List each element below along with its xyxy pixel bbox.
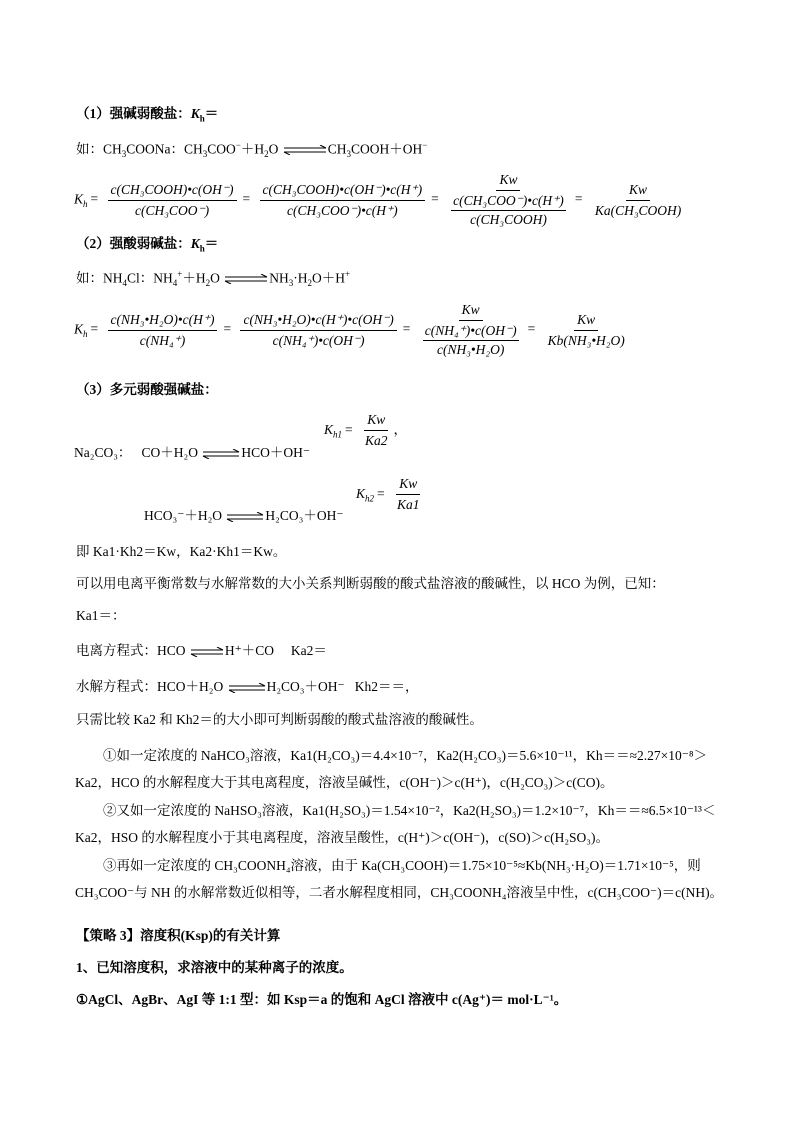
kh1-formula: $K_{h1}$ = $\frac{Kw}{Ka2}$ ，	[324, 412, 408, 449]
paragraph-nahco3: ①如一定浓度的 NaHCO₃溶液，Ka1(H₂CO₃)＝4.4×10⁻⁷，Ka2(H₂CO₃)＝5.6×10⁻¹¹，Kh＝＝≈2.27×10⁻⁸＞Ka2，HCO 的水解程度大于其电离程度，溶液呈碱性，c(OH⁻)＞c(H⁺)，c(H₂CO₃)＞c(CO)。	[75, 748, 708, 790]
na2co3-equation: Na₂CO₃： CO＋H₂O HCO＋OH⁻	[74, 445, 311, 460]
section-1-example: 如：$CH_3COONa$：$CH_3COO^-+H_2O$ $CH_3COOH+OH^-$	[76, 140, 428, 160]
section-3-heading: （3）多元弱酸强碱盐：	[76, 382, 218, 397]
equilibrium-arrow-icon	[223, 274, 269, 284]
paragraph-nahso3: ②又如一定浓度的 NaHSO₃溶液，Ka1(H₂SO₃)＝1.54×10⁻²，Ka2(H₂SO₃)＝1.2×10⁻⁷，Kh＝＝≈6.5×10⁻¹³＜Ka2，HSO 的水解程度小于其电离程度，溶液呈酸性，c(H⁺)＞c(OH⁻)，c(SO)＞c(H₂SO₃)。	[75, 803, 716, 845]
ionization-equation: 电离方程式：HCO H⁺＋CO Ka2＝	[76, 643, 327, 658]
relation-line: 即 Ka1·Kh2＝Kw，Ka2·Kh1＝Kw。	[76, 544, 287, 559]
equilibrium-arrow-icon	[227, 683, 267, 693]
compare-line: 只需比较 Ka2 和 Kh2＝的大小即可判断弱酸的酸式盐溶液的酸碱性。	[76, 712, 483, 727]
hco3-equation: HCO₃⁻＋H₂O H₂CO₃＋OH⁻	[144, 508, 344, 523]
hydrolysis-equation: 水解方程式：HCO＋H₂O H₂CO₃＋OH⁻ Kh2＝＝，	[76, 679, 419, 694]
equilibrium-arrow-icon	[282, 145, 328, 155]
equilibrium-arrow-icon	[189, 647, 225, 657]
ka1-line: Ka1＝：	[76, 608, 126, 623]
section-2-example: 如：$NH_4Cl$：$NH_4^++H_2O$ $NH_3\cdot H_2O+H^+$	[76, 269, 351, 289]
strategy-title: 【策略 3】溶度积(Ksp)的有关计算	[76, 928, 281, 943]
strategy-item-1: 1、已知溶度积，求溶液中的某种离子的浓度。	[76, 960, 353, 975]
section-1-heading: （1）强碱弱酸盐：$K_h=$	[76, 106, 219, 124]
kh-formula-2: $K_h$ = $\frac{\text{c(NH₃•H₂O)•c(H⁺)}}{\text{c(NH₄⁺)}}$ = $\frac{\text{c(NH₃•H₂O)•c(H⁺)•c(OH⁻)}}{\text{c(NH₄⁺)•c(OH⁻)}}$ = $\frac{Kw}{\frac{\text{c(NH₄⁺)•c(OH⁻)}}{\text{c(NH₃•H₂O)}}}$ = $\frac{Kw}{\text{Kb(NH₃•H₂O)}}$	[74, 302, 625, 358]
equilibrium-arrow-icon	[201, 449, 241, 459]
kh2-formula: $K_{h2}$ = $\frac{Kw}{Ka1}$	[356, 476, 420, 513]
paragraph-ch3coonh4: ③再如一定浓度的 CH₃COONH₄溶液，由于 Ka(CH₃COOH)＝1.75×10⁻⁵≈Kb(NH₃·H₂O)＝1.71×10⁻⁵，则 CH₃COO⁻与 NH 的水解常数近似相等，二者水解程度相同，CH₃COONH₄溶液呈中性，c(CH₃COO⁻)＝c(NH)。	[75, 858, 724, 900]
kh-formula-1: $K_h$ = $\frac{\text{c(CH₃COOH)•c(OH⁻)}}{\text{c(CH₃COO⁻)}}$ = $\frac{\text{c(CH₃COOH)•c(OH⁻)•c(H⁺)}}{\text{c(CH₃COO⁻)•c(H⁺)}}$ = Kw c(CH₃COO⁻)•c(H⁺) c(CH₃COOH) = $\frac{Kw}{\text{Ka(CH₃COOH)}}$	[74, 172, 682, 228]
equilibrium-arrow-icon	[225, 512, 265, 522]
section-2-heading: （2）强酸弱碱盐：$K_h=$	[76, 236, 219, 254]
strategy-item-1a: ①AgCl、AgBr、AgI 等 1:1 型：如 Ksp＝a 的饱和 AgCl 溶液中 c(Ag⁺)＝ mol·L⁻¹。	[76, 992, 568, 1007]
judge-line: 可以用电离平衡常数与水解常数的大小关系判断弱酸的酸式盐溶液的酸碱性，以 HCO 为例，已知：	[76, 576, 665, 591]
